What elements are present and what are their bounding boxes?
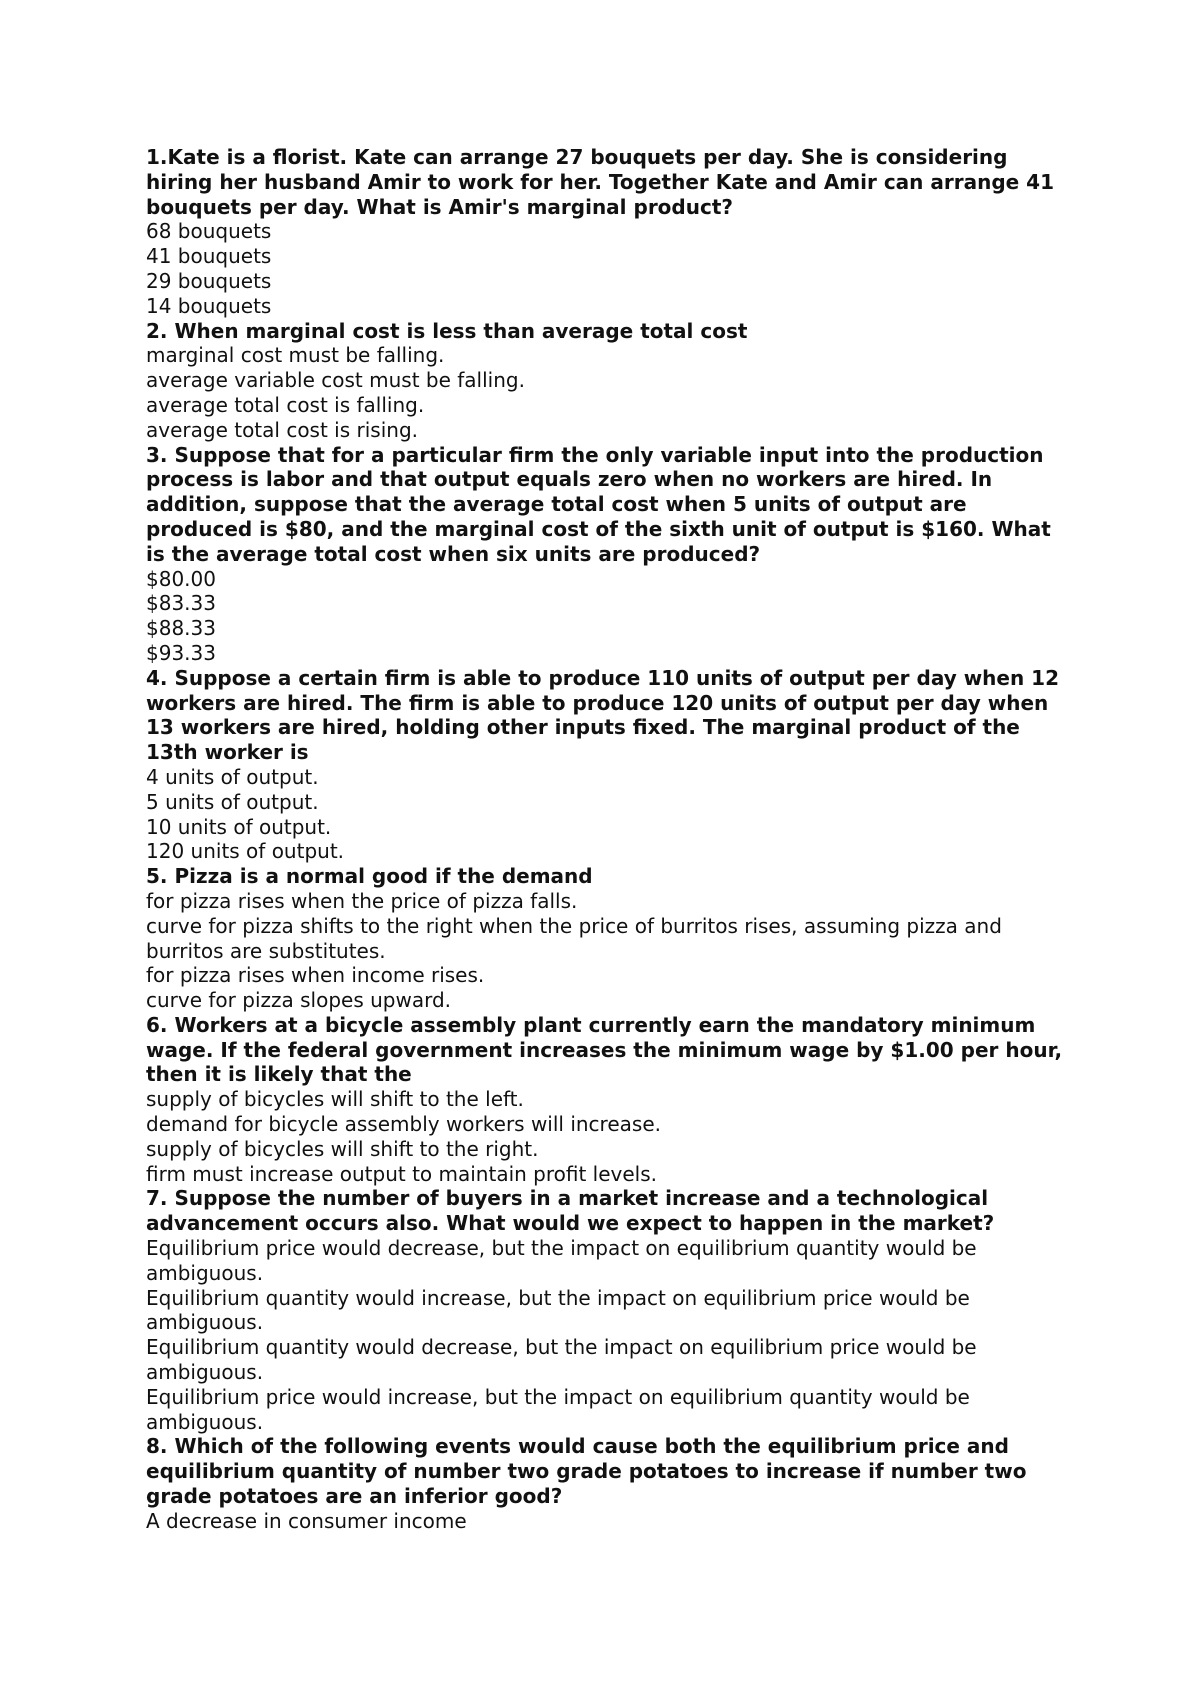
answer-option: 10 units of output. — [146, 814, 332, 839]
answer-option: curve for pizza shifts to the right when the price of burritos rises, assuming pizza and burritos are substitutes. — [146, 913, 1002, 963]
question-3 — [146, 443, 1076, 666]
question-text: 6. Workers at a bicycle assembly plant currently earn the mandatory minimum wage. If the federal government increases the minimum wage by $1.00 per hour, then it is likely that the — [146, 1012, 1063, 1087]
answer-option: 14 bouquets — [146, 293, 272, 318]
question-text: 4. Suppose a certain firm is able to produce 110 units of output per day when 12 workers are hired. The firm is able to produce 120 units of output per day when 13 workers are hired, holding other inputs fixed. The marginal product of the 13th worker is — [146, 665, 1060, 765]
answer-option: $80.00 — [146, 566, 216, 591]
answer-option: marginal cost must be falling. — [146, 343, 445, 368]
answer-option: 4 units of output. — [146, 764, 319, 789]
answer-option: for pizza rises when the price of pizza falls. — [146, 888, 578, 913]
answer-option: curve for pizza slopes upward. — [146, 988, 452, 1013]
answer-option: for pizza rises when income rises. — [146, 963, 485, 988]
answer-option: 29 bouquets — [146, 268, 272, 293]
answer-option: Equilibrium price would increase, but the impact on equilibrium quantity would be ambiguous. — [146, 1384, 970, 1434]
question-text: 2. When marginal cost is less than average total cost — [146, 318, 748, 343]
question-text: 7. Suppose the number of buyers in a market increase and a technological advancement occurs also. What would we expect to happen in the market? — [146, 1186, 995, 1236]
answer-option: average total cost is rising. — [146, 417, 418, 442]
document-page — [146, 145, 1076, 1534]
answer-option: average variable cost must be falling. — [146, 368, 525, 393]
answer-option: 5 units of output. — [146, 789, 319, 814]
question-8 — [146, 1434, 1076, 1533]
answer-option: 68 bouquets — [146, 219, 272, 244]
answer-option: supply of bicycles will shift to the left. — [146, 1087, 524, 1112]
answer-option: Equilibrium price would decrease, but the impact on equilibrium quantity would be ambiguous. — [146, 1236, 977, 1285]
question-text: 5. Pizza is a normal good if the demand — [146, 864, 593, 889]
answer-option: average total cost is falling. — [146, 392, 425, 417]
answer-option: Equilibrium quantity would decrease, but the impact on equilibrium price would be ambiguous. — [146, 1335, 977, 1385]
question-5 — [146, 864, 1076, 1013]
question-text: 8. Which of the following events would cause both the equilibrium price and equilibrium quantity of number two grade potatoes to increase if number two grade potatoes are an inferior good? — [146, 1434, 1027, 1509]
answer-option: Equilibrium quantity would increase, but the impact on equilibrium price would be ambiguous. — [146, 1285, 970, 1335]
answer-option: 120 units of output. — [146, 839, 345, 864]
answer-option: firm must increase output to maintain profit levels. — [146, 1161, 658, 1186]
question-text: 3. Suppose that for a particular firm the only variable input into the production process is labor and that output equals zero when no workers are hired. In addition, suppose that the average total cost when 5 units of output are produced is $80, and the marginal cost of the sixth unit of output is $160. What is the average total cost when six units are produced? — [146, 442, 1051, 566]
answer-option: supply of bicycles will shift to the right. — [146, 1136, 539, 1161]
answer-option: $93.33 — [146, 640, 216, 665]
question-2 — [146, 319, 1076, 443]
answer-option: $83.33 — [146, 591, 216, 616]
question-6 — [146, 1013, 1076, 1187]
answer-option: 41 bouquets — [146, 244, 272, 269]
question-7 — [146, 1186, 1076, 1434]
answer-option: demand for bicycle assembly workers will increase. — [146, 1112, 661, 1137]
answer-option: $88.33 — [146, 616, 216, 641]
question-1 — [146, 145, 1076, 319]
question-4 — [146, 666, 1076, 864]
answer-option: A decrease in consumer income — [146, 1508, 467, 1533]
question-text: 1.Kate is a florist. Kate can arrange 27 bouquets per day. She is considering hiring her husband Amir to work for her. Together Kate and Amir can arrange 41 bouquets per day. What is Amir's marginal product? — [146, 145, 1054, 219]
